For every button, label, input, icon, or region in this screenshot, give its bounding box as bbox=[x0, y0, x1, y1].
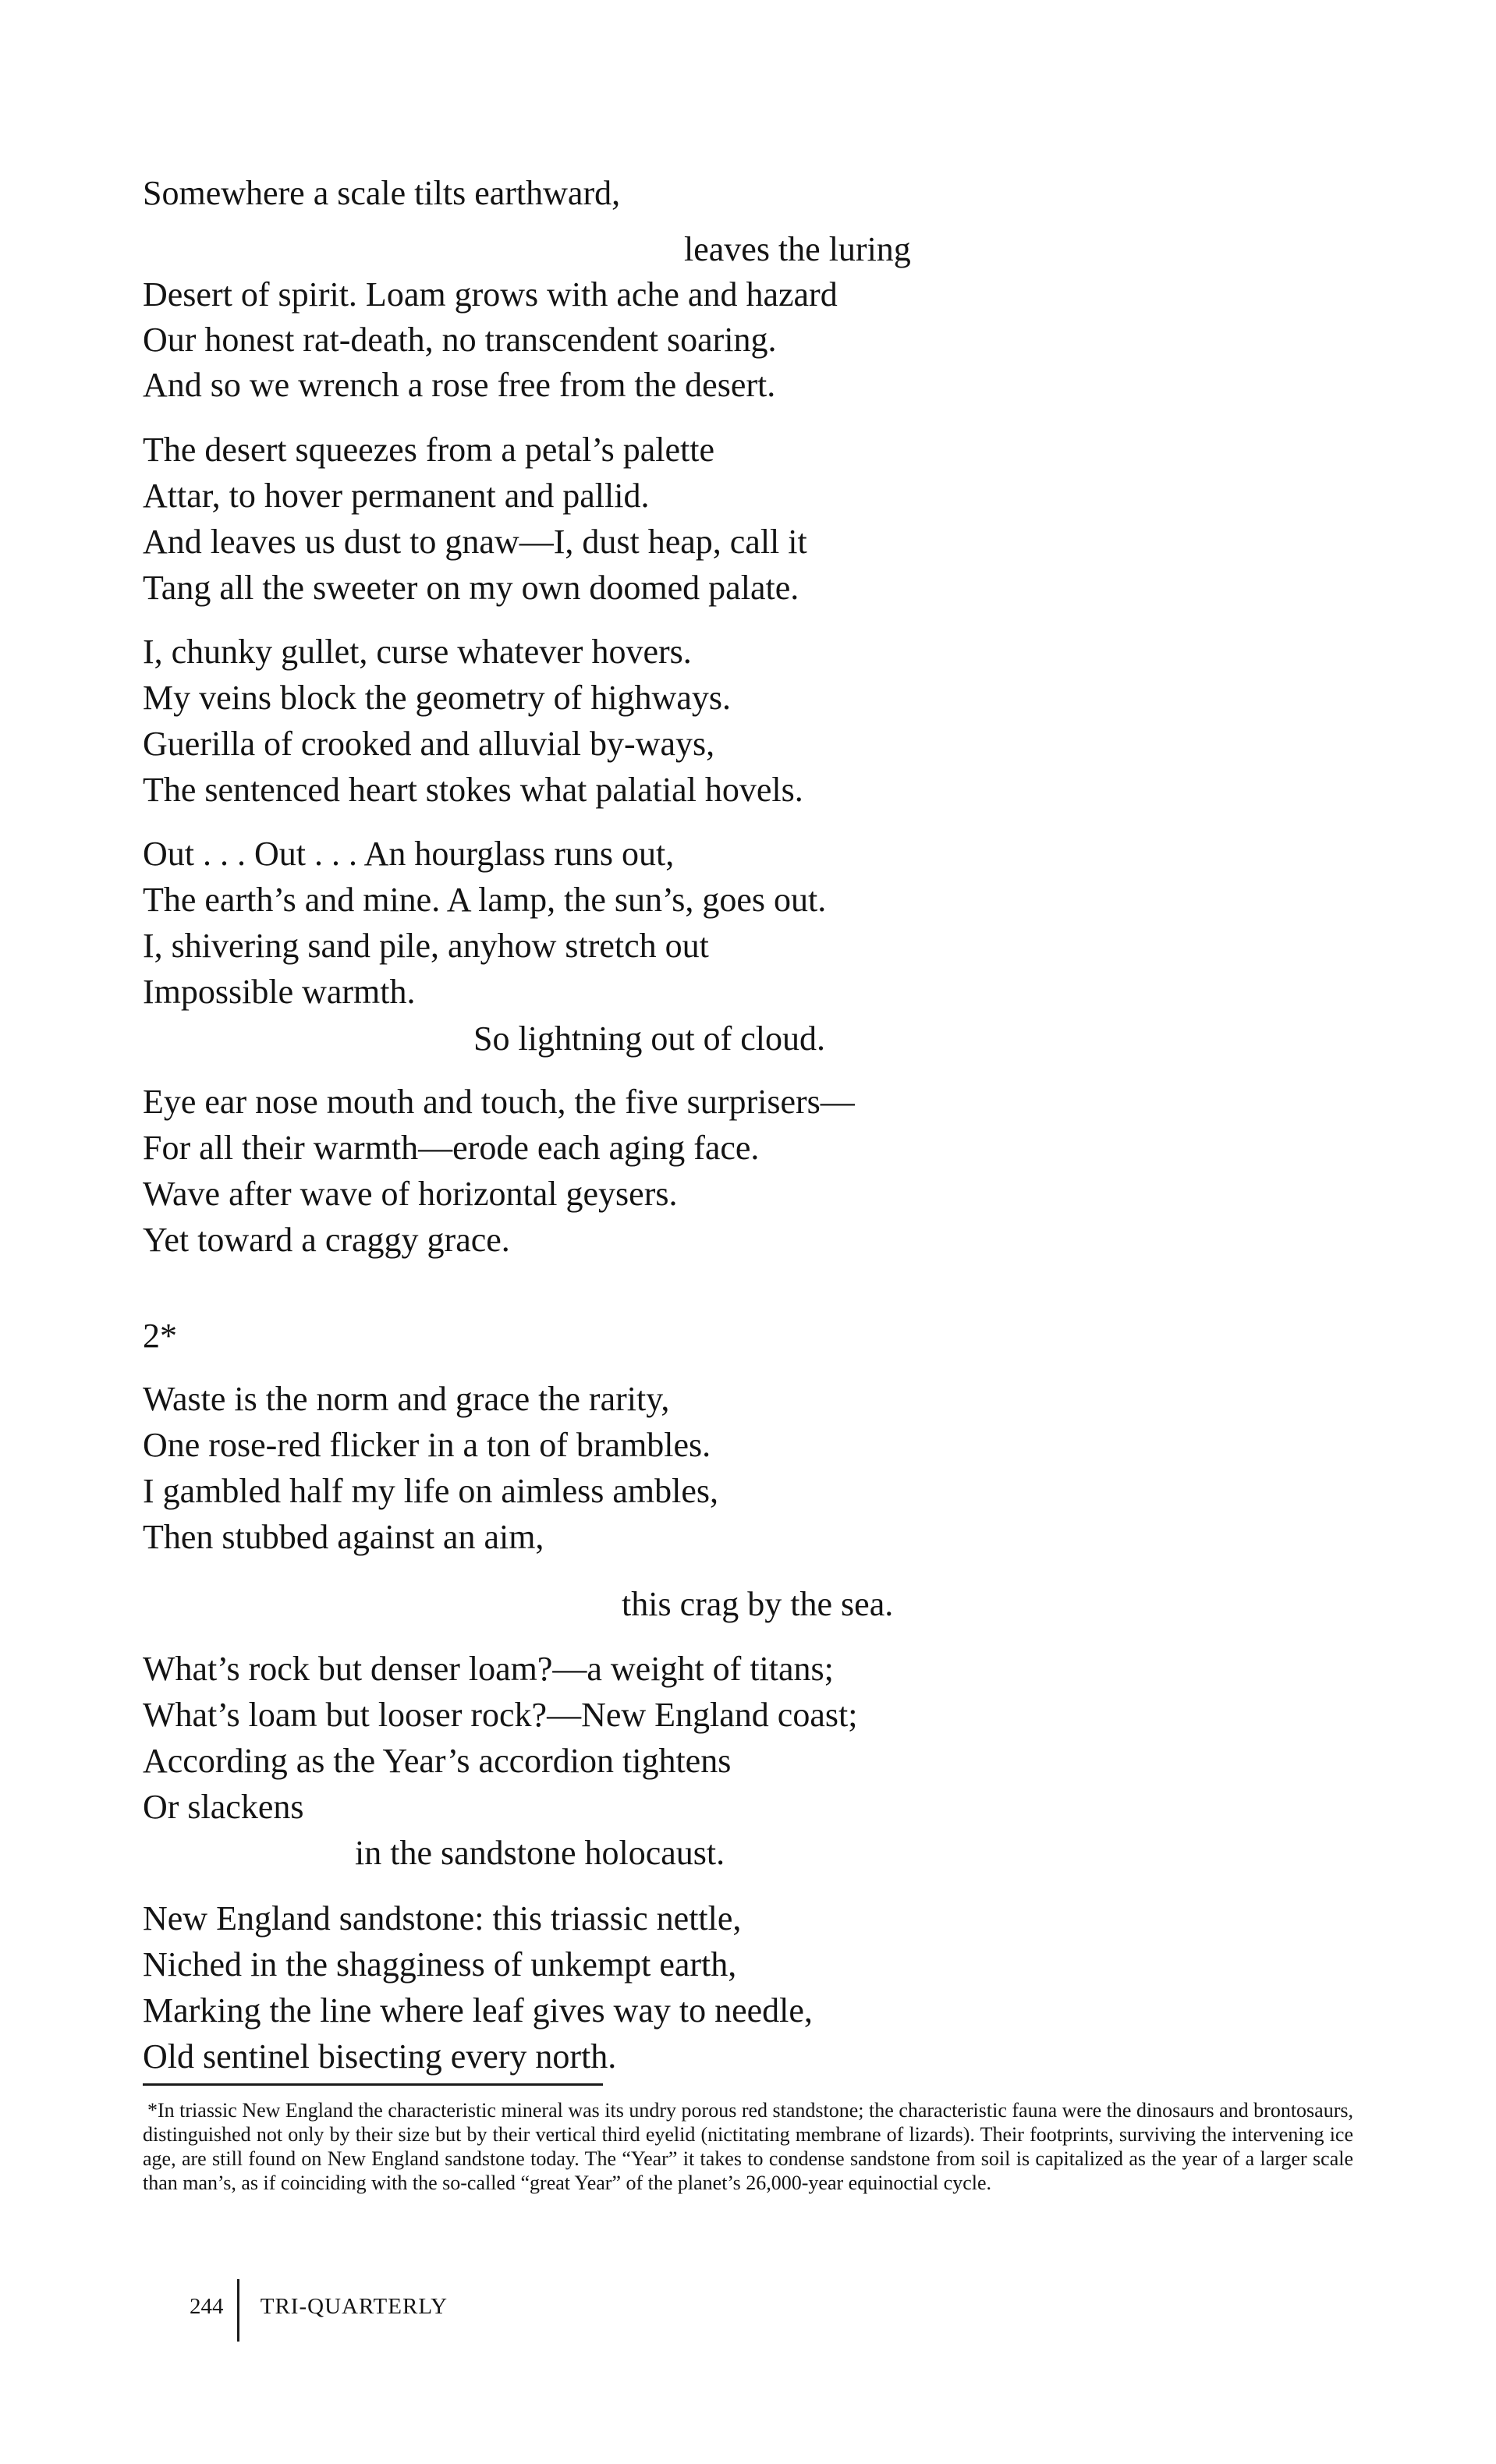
poem-line: Old sentinel bisecting every north. bbox=[143, 2037, 617, 2076]
poem-line: What’s rock but denser loam?—a weight of titans; bbox=[143, 1650, 834, 1688]
poem-line: The desert squeezes from a petal’s palette bbox=[143, 431, 715, 469]
footnote: *In triassic New England the characteristic mineral was its undry porous red standstone; the characteristic fauna were the dinosaurs and brontosaurs, distinguished not only by their size but by their vertical third eyelid (nictitating membrane of lizards). Their footprints, surviving the intervening ice age, are still found on New England sandstone today. The “Year” it takes to condense sandstone from soil is capitalized as the year of a larger scale than man’s, as if coinciding with the so-called “great Year” of the planet’s 26,000-year equinoctial cycle. bbox=[143, 2099, 1353, 2194]
poem-line: Eye ear nose mouth and touch, the five surprisers— bbox=[143, 1083, 855, 1121]
footnote-divider bbox=[143, 2083, 603, 2086]
section-marker: 2* bbox=[143, 1317, 177, 1355]
poem-line: Attar, to hover permanent and pallid. bbox=[143, 477, 650, 515]
poem-line: The earth’s and mine. A lamp, the sun’s, goes out. bbox=[143, 881, 827, 919]
poem-line: One rose-red flicker in a ton of brambles. bbox=[143, 1426, 711, 1464]
page-footer bbox=[190, 2285, 448, 2328]
poem-line: What’s loam but looser rock?—New England coast; bbox=[143, 1696, 858, 1734]
poem-line: Niched in the shagginess of unkempt earth, bbox=[143, 1945, 737, 1984]
poem-line: According as the Year’s accordion tightens bbox=[143, 1742, 732, 1780]
poem-line: Marking the line where leaf gives way to needle, bbox=[143, 1991, 813, 2030]
poem-line: Out . . . Out . . . An hourglass runs out, bbox=[143, 835, 675, 873]
poem-line: My veins block the geometry of highways. bbox=[143, 679, 731, 717]
poem-line: Our honest rat-death, no transcendent soaring. bbox=[143, 321, 777, 359]
poem-line: And so we wrench a rose free from the desert. bbox=[143, 366, 776, 404]
poem-line: Somewhere a scale tilts earthward, bbox=[143, 174, 621, 212]
poem-line: So lightning out of cloud. bbox=[473, 1019, 825, 1058]
poem-line: Or slackens bbox=[143, 1788, 304, 1826]
poem-line: Yet toward a craggy grace. bbox=[143, 1221, 510, 1259]
poem-line: I, shivering sand pile, anyhow stretch out bbox=[143, 927, 709, 965]
poem-line: New England sandstone: this triassic nettle, bbox=[143, 1899, 742, 1938]
poem-line: And leaves us dust to gnaw—I, dust heap, call it bbox=[143, 523, 807, 561]
poem-line: Desert of spirit. Loam grows with ache and hazard bbox=[143, 275, 838, 314]
poem-line: Waste is the norm and grace the rarity, bbox=[143, 1380, 670, 1418]
poem-line: I, chunky gullet, curse whatever hovers. bbox=[143, 633, 692, 671]
poem-line: leaves the luring bbox=[684, 230, 911, 268]
poem-line: in the sandstone holocaust. bbox=[355, 1834, 725, 1872]
poem-line: Tang all the sweeter on my own doomed palate. bbox=[143, 569, 799, 607]
page-number: 244 bbox=[190, 2294, 224, 2319]
poem-line: this crag by the sea. bbox=[622, 1585, 894, 1623]
folio-divider bbox=[237, 2279, 239, 2342]
poem-line: Impossible warmth. bbox=[143, 973, 416, 1011]
poem-line: For all their warmth—erode each aging face. bbox=[143, 1129, 760, 1167]
poem-line: Guerilla of crooked and alluvial by-ways, bbox=[143, 725, 715, 763]
poem-line: Wave after wave of horizontal geysers. bbox=[143, 1175, 678, 1213]
poem-line: The sentenced heart stokes what palatial hovels. bbox=[143, 771, 803, 809]
poem-line: I gambled half my life on aimless ambles, bbox=[143, 1472, 719, 1510]
poem-line: Then stubbed against an aim, bbox=[143, 1518, 544, 1556]
journal-title: TRI-QUARTERLY bbox=[260, 2294, 448, 2319]
